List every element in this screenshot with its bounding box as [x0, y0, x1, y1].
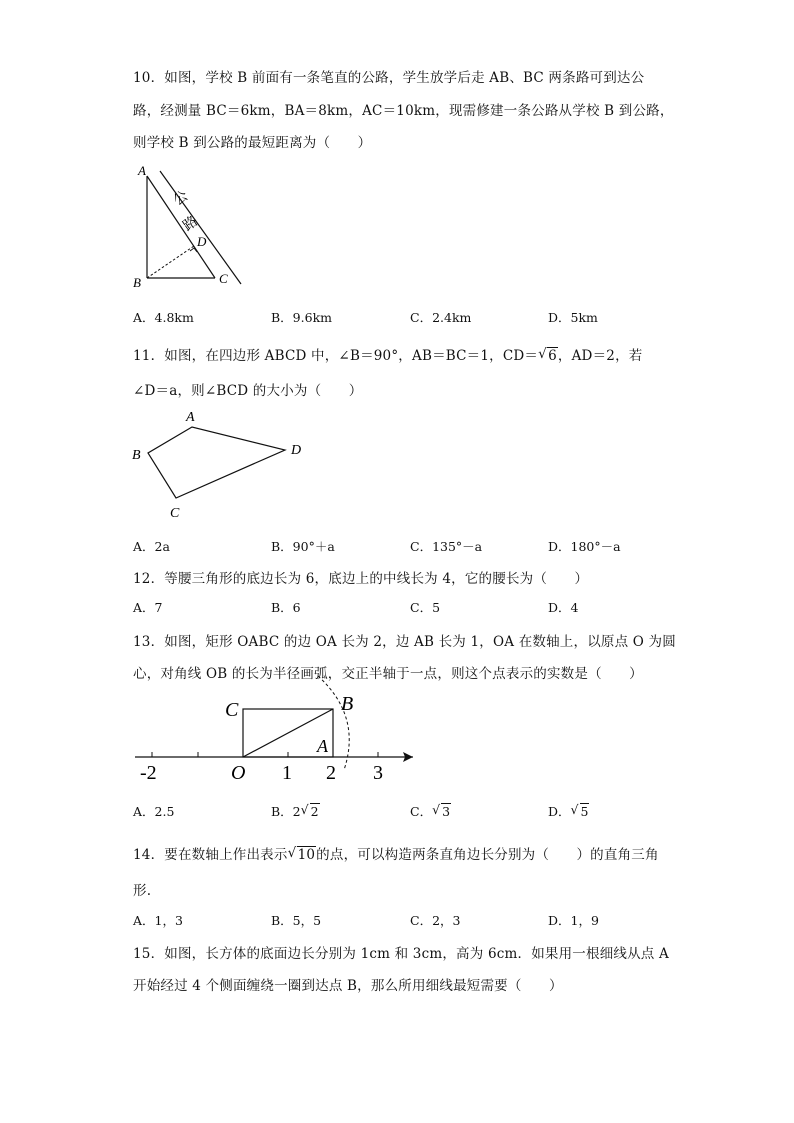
q13-option-c[interactable] — [410, 802, 451, 820]
q10-label-b: B — [133, 275, 141, 290]
q13-tick-1: 1 — [282, 762, 292, 784]
q10-option-a[interactable]: A．4.8km — [133, 310, 194, 325]
sqrt-2: √ 2 — [300, 802, 319, 819]
q14-text-line2: 形. — [133, 883, 152, 899]
q13-figure — [130, 686, 430, 786]
q14-option-c[interactable]: C．2，3 — [410, 913, 461, 928]
sqrt-3-radicand: 3 — [442, 804, 451, 819]
q10-road-char2: 路 — [180, 214, 201, 235]
sqrt-3: √ 3 — [432, 802, 451, 819]
q14-option-a[interactable]: A．1，3 — [133, 913, 183, 928]
sqrt-10: √ 10 — [287, 845, 316, 863]
q11-label-c: C — [170, 506, 180, 521]
q11-option-d[interactable]: D．180°－a — [548, 539, 621, 554]
q10-road-char1: 公 — [171, 188, 192, 209]
q13-label-b: B — [341, 693, 354, 715]
q13-option-b-pre: B．2 — [271, 804, 301, 819]
q12-option-b[interactable]: B．6 — [271, 600, 301, 615]
q13-option-d[interactable] — [548, 802, 589, 820]
q11-figure — [128, 405, 318, 525]
q10-figure — [130, 163, 250, 293]
q10-text-line3: 则学校 B 到公路的最短距离为（ ） — [133, 135, 372, 151]
sqrt-5: √ 5 — [570, 802, 589, 819]
q10-text-line2: 路，经测量 BC＝6km，BA＝8km，AC＝10km，现需修建一条公路从学校 B 到公路， — [133, 103, 674, 119]
q13-tick-neg2: -2 — [140, 762, 157, 784]
q13-option-d-pre: D． — [548, 804, 571, 819]
q10-text-line1: 10．如图，学校 B 前面有一条笔直的公路，学生放学后走 AB、BC 两条路可到达公 — [133, 70, 645, 86]
q11-option-b[interactable]: B．90°＋a — [271, 539, 335, 554]
q12-text-line1: 12．等腰三角形的底边长为 6，底边上的中线长为 4，它的腰长为（ ） — [133, 571, 589, 587]
sqrt-2-radicand: 2 — [310, 804, 319, 819]
q10-option-d[interactable]: D．5km — [548, 310, 598, 325]
q12-option-a[interactable]: A．7 — [133, 600, 163, 615]
q15-text-line2: 开始经过 4 个侧面缠绕一圈到达点 B，那么所用细线最短需要（ ） — [133, 978, 563, 994]
q11-line1-post: ，AD＝2，若 — [557, 348, 643, 364]
q13-label-c: C — [225, 699, 239, 721]
q14-option-b[interactable]: B．5，5 — [271, 913, 322, 928]
q14-text-line1 — [133, 843, 659, 863]
q13-tick-3: 3 — [373, 762, 383, 784]
q15-text-line1: 15．如图，长方体的底面边长分别为 1cm 和 3cm，高为 6cm．如果用一根细线从点 A — [133, 946, 669, 962]
q12-option-d[interactable]: D．4 — [548, 600, 579, 615]
q10-option-c[interactable]: C．2.4km — [410, 310, 472, 325]
sqrt-5-radicand: 5 — [580, 804, 589, 819]
q11-label-d: D — [291, 443, 302, 458]
sqrt-6: √ 6 — [538, 346, 557, 364]
q14-option-d[interactable]: D．1，9 — [548, 913, 599, 928]
q11-text-line1 — [133, 344, 642, 364]
q14-line1-pre: 14．要在数轴上作出表示 — [133, 847, 288, 863]
q13-option-a[interactable]: A．2.5 — [133, 804, 175, 819]
q11-option-c[interactable]: C．135°－a — [410, 539, 483, 554]
q10-label-c: C — [219, 271, 228, 286]
q12-option-c[interactable]: C．5 — [410, 600, 441, 615]
q10-label-a: A — [138, 163, 146, 178]
q11-option-a[interactable]: A．2a — [133, 539, 170, 554]
q10-option-b[interactable]: B．9.6km — [271, 310, 332, 325]
q14-line1-post: 的点，可以构造两条直角边长分别为（ ）的直角三角 — [316, 847, 659, 863]
q11-text-line2: ∠D＝a，则∠BCD 的大小为（ ） — [133, 383, 363, 399]
q13-label-o: O — [231, 762, 246, 784]
q11-label-b: B — [132, 448, 141, 463]
q13-text-line2: 心，对角线 OB 的长为半径画弧，交正半轴于一点，则这个点表示的实数是（ ） — [133, 666, 643, 682]
q13-text-line1: 13．如图，矩形 OABC 的边 OA 长为 2，边 AB 长为 1，OA 在数轴上，以原点 O 为圆 — [133, 634, 676, 650]
sqrt-6-radicand: 6 — [548, 348, 557, 364]
q11-label-a: A — [186, 410, 195, 425]
q11-line1-pre: 11．如图，在四边形 ABCD 中，∠B＝90°，AB＝BC＝1，CD＝ — [133, 348, 539, 364]
sqrt-10-radicand: 10 — [297, 847, 316, 863]
q13-option-b[interactable] — [271, 802, 320, 820]
q10-label-d: D — [197, 234, 207, 249]
q13-option-c-pre: C． — [410, 804, 433, 819]
q13-tick-2: 2 — [326, 762, 336, 784]
q13-label-a: A — [317, 736, 328, 756]
